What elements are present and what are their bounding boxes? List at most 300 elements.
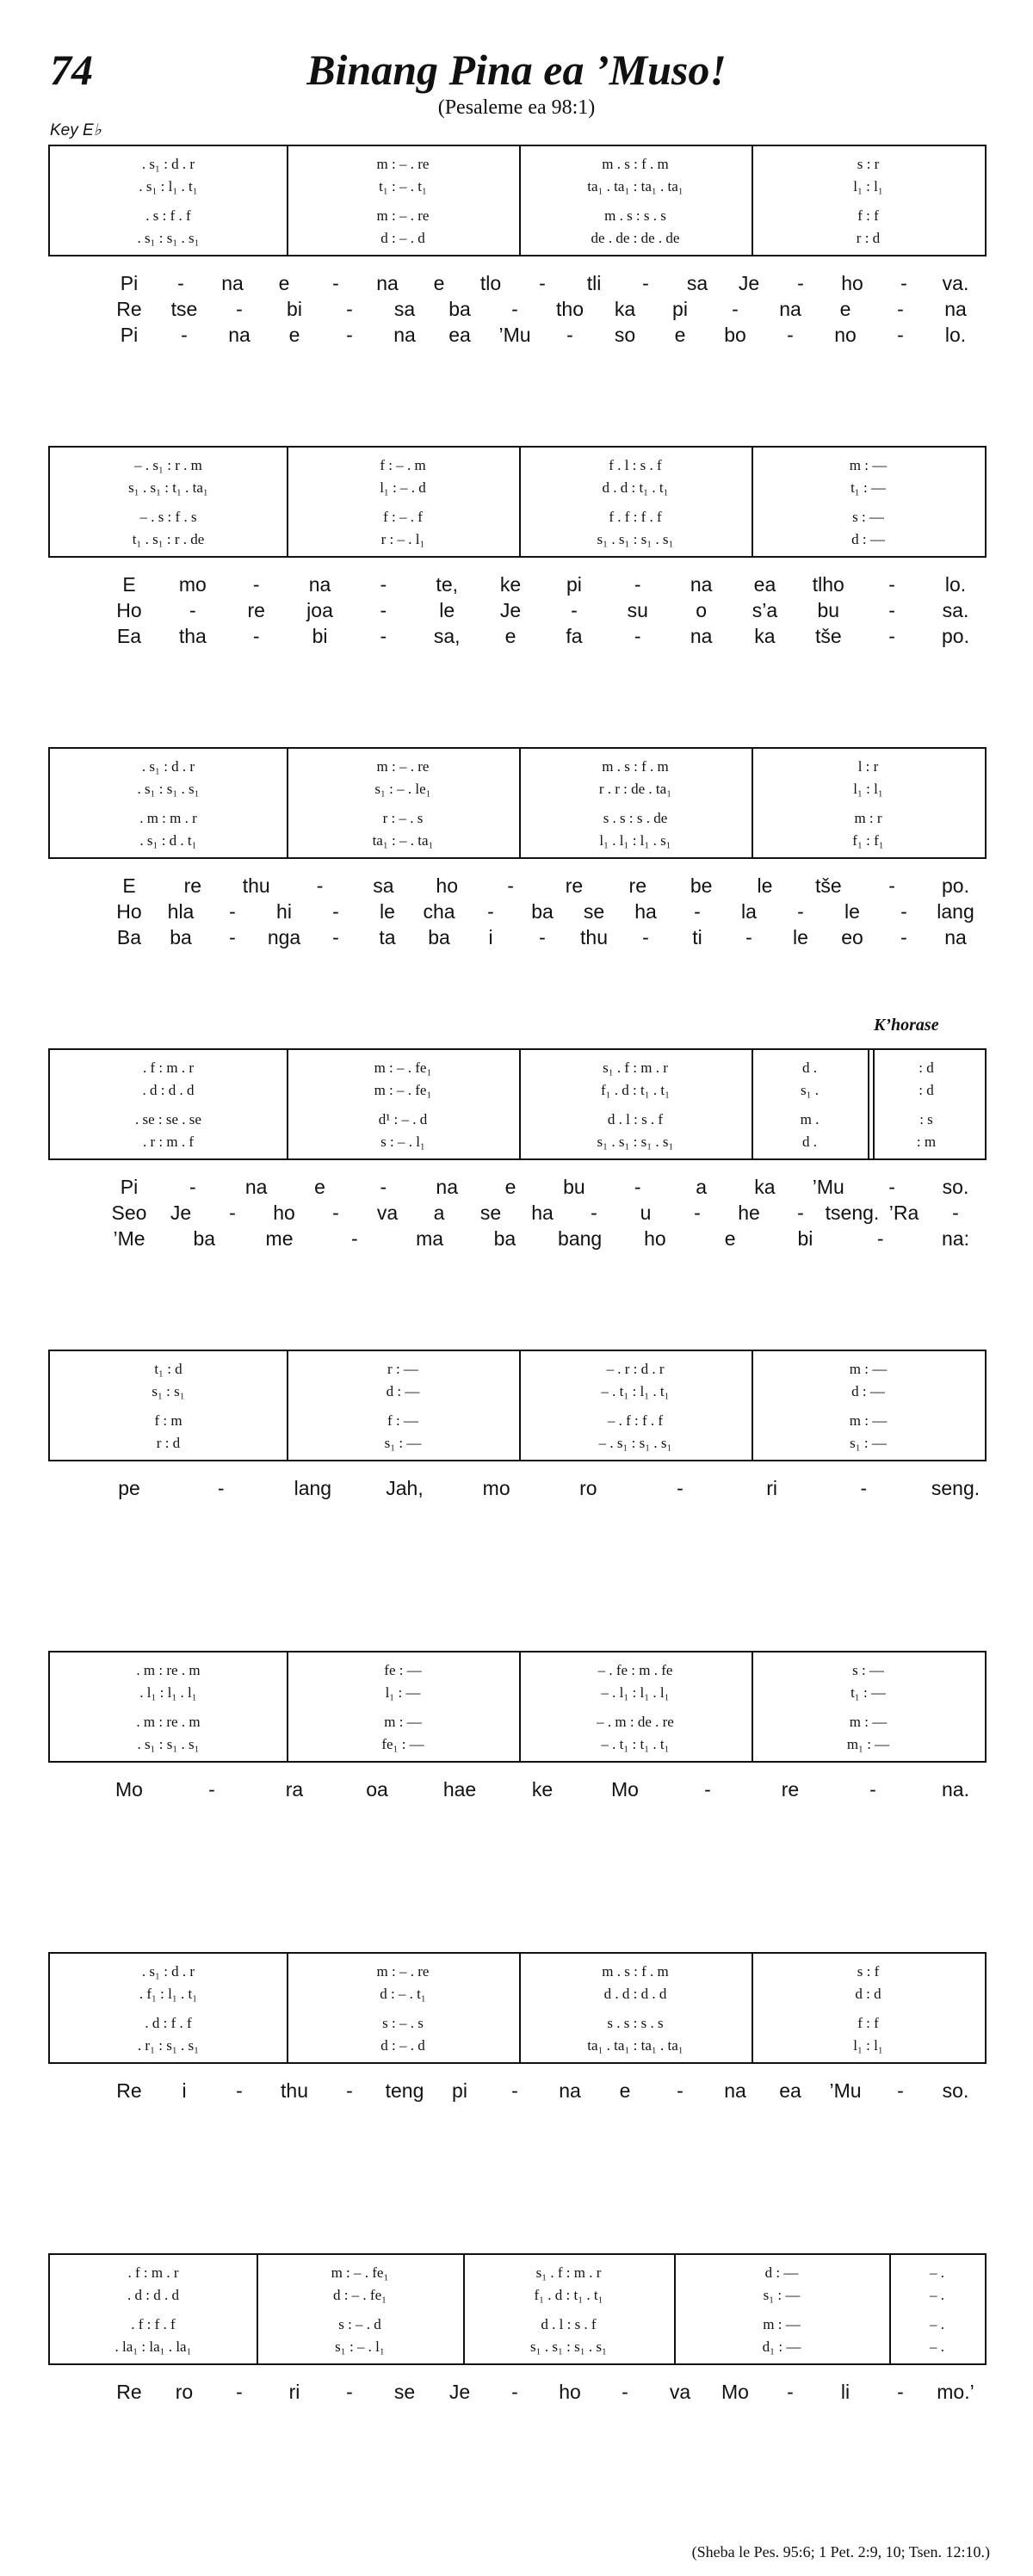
lyric-syllable: -	[332, 272, 339, 294]
solfa-cell: – .	[930, 2316, 944, 2332]
lyric-syllable: re	[565, 874, 584, 897]
lyric-syllable: -	[350, 1227, 358, 1250]
lyric-line	[0, 900, 1033, 926]
lyric-syllable: -	[897, 324, 904, 346]
solfa-cell: r : – . s	[382, 810, 424, 826]
solfa-cell: – . s : f . s	[139, 509, 197, 525]
lyric-syllable: Ea	[116, 625, 142, 647]
solfa-cell: fe₁ : —	[381, 1736, 424, 1752]
lyric-syllable: bi	[287, 298, 302, 320]
lyric-syllable: -	[229, 900, 236, 923]
lyric-syllable: -	[229, 926, 236, 948]
lyric-line	[0, 926, 1033, 952]
solfa-cell: . r : m . f	[142, 1134, 195, 1150]
solfa-cell: . f₁ : l₁ . t₁	[139, 1986, 198, 2002]
music-system	[48, 1048, 987, 1160]
solfa-cell: . f : m . r	[127, 2264, 179, 2281]
bar-line	[287, 1351, 288, 1460]
lyric-syllable: e	[504, 625, 516, 647]
lyric-syllable: Pi	[120, 272, 139, 294]
lyric-syllable: -	[566, 324, 573, 346]
lyric-syllable: na	[228, 324, 251, 346]
lyric-syllable: bi	[797, 1227, 813, 1250]
bar-line	[287, 1050, 288, 1158]
lyric-syllable: -	[797, 272, 804, 294]
scripture-reference: (Pesaleme ea 98:1)	[437, 96, 596, 119]
solfa-cell: m : —	[849, 1412, 888, 1429]
lyric-syllable: -	[876, 1227, 884, 1250]
lyric-syllable: sa	[686, 272, 708, 294]
solfa-cell: m : —	[384, 1714, 422, 1730]
lyric-syllable: he	[738, 1202, 760, 1224]
lyric-line	[0, 599, 1033, 625]
solfa-cell: – . t₁ : l₁ . t₁	[601, 1383, 670, 1399]
lyric-syllable: E	[122, 874, 136, 897]
solfa-cell: . s₁ : d . r	[141, 156, 195, 172]
lyric-syllable: -	[732, 298, 739, 320]
solfa-cell: – .	[930, 2338, 944, 2355]
solfa-cell: d .	[802, 1059, 817, 1076]
lyric-syllable: e	[433, 272, 445, 294]
solfa-cell: t₁ : d	[154, 1361, 182, 1377]
solfa-cell: f : m	[154, 1412, 182, 1429]
bar-line	[257, 2255, 258, 2363]
lyric-syllable: -	[511, 298, 518, 320]
lyric-syllable: -	[677, 2079, 684, 2102]
lyric-syllable: -	[380, 625, 387, 647]
lyric-syllable: na	[393, 324, 416, 346]
solfa-cell: d : —	[851, 1383, 885, 1399]
lyric-syllable: Ba	[116, 926, 142, 948]
solfa-cell: r : – . l₁	[380, 531, 425, 547]
solfa-cell: m : – . fe₁	[374, 1082, 432, 1098]
lyric-syllable: so.	[942, 2079, 969, 2102]
lyric-syllable: e	[619, 2079, 631, 2102]
solfa-cell: – .	[930, 2287, 944, 2303]
lyric-syllable: ba	[493, 1227, 516, 1250]
solfa-cell: d . d : t₁ . t₁	[602, 479, 669, 496]
lyric-syllable: na	[559, 2079, 581, 2102]
solfa-cell: m : —	[849, 1361, 888, 1377]
solfa-cell: . f : m . r	[142, 1059, 195, 1076]
lyric-syllable: po.	[942, 874, 969, 897]
lyric-syllable: ho	[273, 1202, 295, 1224]
lyric-syllable: a	[433, 1202, 445, 1224]
bar-line	[287, 1652, 288, 1761]
lyric-syllable: -	[591, 1202, 597, 1224]
solfa-cell: . s₁ : d . r	[141, 1963, 195, 1980]
solfa-cell: m : – . fe₁	[374, 1059, 432, 1076]
lyric-syllable: -	[622, 2381, 628, 2403]
solfa-cell: – . m : de . re	[597, 1714, 674, 1730]
lyric-syllable: re	[183, 874, 202, 897]
lyric-line	[0, 1778, 1033, 1804]
lyric-syllable: mo	[482, 1477, 510, 1499]
lyric-syllable: re	[247, 599, 265, 621]
lyric-line	[0, 1227, 1033, 1253]
lyric-syllable: ho	[644, 1227, 666, 1250]
lyric-syllable: -	[571, 599, 578, 621]
solfa-cell: m . s : f . m	[602, 1963, 669, 1980]
lyric-syllable: -	[634, 625, 641, 647]
lyric-syllable: sa,	[433, 625, 461, 647]
lyric-syllable: tlo	[479, 272, 502, 294]
lyric-syllable: tše	[814, 874, 842, 897]
lyric-syllable: bi	[312, 625, 328, 647]
lyric-syllable: -	[897, 2381, 904, 2403]
solfa-cell: t₁ : – . t₁	[379, 178, 427, 195]
lyric-syllable: Mo	[115, 1778, 143, 1801]
solfa-cell: d : —	[764, 2264, 799, 2281]
solfa-cell: r . r : de . ta₁	[598, 781, 672, 797]
lyric-syllable: -	[346, 2079, 353, 2102]
bar-line	[519, 448, 521, 556]
lyric-syllable: na	[724, 2079, 746, 2102]
solfa-cell: . d : d . d	[127, 2287, 179, 2303]
solfa-cell: s . s : s . s	[607, 2015, 664, 2031]
lyric-syllable: -	[507, 874, 514, 897]
lyric-syllable: na:	[942, 1227, 969, 1250]
lyric-syllable: ’Mu	[812, 1176, 844, 1198]
lyric-syllable: -	[181, 324, 188, 346]
lyric-syllable: ti	[692, 926, 702, 948]
lyric-syllable: pi	[566, 573, 582, 596]
solfa-cell: – . f : f . f	[607, 1412, 664, 1429]
lyric-syllable: Jah,	[386, 1477, 424, 1499]
solfa-cell: l₁ . l₁ : l₁ . s₁	[599, 832, 671, 849]
lyric-syllable: bu	[563, 1176, 585, 1198]
bar-line	[752, 1351, 753, 1460]
lyric-syllable: -	[539, 272, 546, 294]
lyric-syllable: ka	[754, 1176, 776, 1198]
lyric-syllable: -	[189, 1176, 196, 1198]
lyric-syllable: na	[690, 625, 713, 647]
lyric-syllable: le	[380, 900, 395, 923]
lyric-syllable: -	[229, 1202, 236, 1224]
lyric-syllable: -	[236, 2381, 243, 2403]
lyric-syllable: eo	[841, 926, 863, 948]
lyric-syllable: Je	[499, 599, 522, 621]
solfa-cell: m .	[800, 1111, 820, 1127]
lyric-syllable: Seo	[111, 1202, 147, 1224]
solfa-cell: t₁ : —	[851, 479, 886, 496]
lyric-syllable: -	[888, 573, 895, 596]
lyric-syllable: pi	[672, 298, 688, 320]
solfa-cell: r : d	[156, 1435, 181, 1451]
solfa-cell: . s₁ : s₁ . s₁	[137, 781, 200, 797]
solfa-cell: t₁ : —	[851, 1684, 886, 1701]
lyric-syllable: Mo	[721, 2381, 749, 2403]
solfa-cell: d₁ : —	[762, 2338, 801, 2355]
lyric-syllable: na	[779, 298, 801, 320]
solfa-cell: m : —	[849, 1714, 888, 1730]
lyric-syllable: lang	[294, 1477, 332, 1499]
solfa-cell: . r₁ : s₁ . s₁	[137, 2037, 200, 2054]
bar-line	[752, 749, 753, 857]
lyric-syllable: -	[511, 2381, 518, 2403]
solfa-cell: . s₁ : s₁ . s₁	[137, 230, 200, 246]
lyric-syllable: ea	[448, 324, 471, 346]
lyric-syllable: i	[182, 2079, 187, 2102]
lyric-syllable: -	[208, 1778, 215, 1801]
lyric-syllable: na	[436, 1176, 459, 1198]
lyric-syllable: tseng.	[825, 1202, 880, 1224]
lyric-syllable: na.	[942, 1778, 969, 1801]
solfa-cell: – . l₁ : l₁ . l₁	[601, 1684, 670, 1701]
solfa-cell: m : – . re	[376, 1963, 430, 1980]
lyric-syllable: Ho	[116, 599, 142, 621]
music-system	[48, 1350, 987, 1461]
lyric-syllable: ta	[379, 926, 396, 948]
lyric-syllable: ri	[288, 2381, 300, 2403]
solfa-cell: ta₁ . ta₁ : ta₁ . ta₁	[587, 2037, 684, 2054]
lyric-syllable: pe	[118, 1477, 140, 1499]
lyric-syllable: Pi	[120, 324, 139, 346]
solfa-cell: l₁ : l₁	[853, 781, 883, 797]
lyric-syllable: sa	[373, 874, 394, 897]
lyric-syllable: u	[640, 1202, 652, 1224]
lyric-syllable: e	[504, 1176, 516, 1198]
solfa-cell: . s₁ : l₁ . t₁	[139, 178, 198, 195]
solfa-cell: : d	[919, 1059, 934, 1076]
solfa-cell: m : – . re	[376, 156, 430, 172]
lyric-syllable: e	[724, 1227, 736, 1250]
lyric-syllable: -	[888, 599, 895, 621]
solfa-cell: s₁ : —	[850, 1435, 887, 1451]
bar-line	[752, 1050, 753, 1158]
lyric-syllable: bo	[724, 324, 746, 346]
solfa-cell: m : —	[763, 2316, 801, 2332]
lyric-syllable: na	[690, 573, 713, 596]
lyric-syllable: -	[252, 573, 260, 596]
lyric-syllable: tho	[556, 298, 584, 320]
lyric-syllable: e	[839, 298, 851, 320]
solfa-cell: : s	[919, 1111, 933, 1127]
lyric-line	[0, 1202, 1033, 1227]
solfa-cell: – .	[930, 2264, 944, 2281]
bar-line	[752, 448, 753, 556]
bar-line	[752, 146, 753, 255]
lyric-syllable: se	[479, 1202, 502, 1224]
solfa-cell: ta₁ . ta₁ : ta₁ . ta₁	[587, 178, 684, 195]
lyric-syllable: pi	[452, 2079, 467, 2102]
solfa-cell: r : —	[387, 1361, 418, 1377]
lyric-line	[0, 625, 1033, 651]
lyric-syllable: tse	[170, 298, 198, 320]
lyric-line	[0, 573, 1033, 599]
lyric-syllable: ho	[559, 2381, 581, 2403]
solfa-cell: s : – . l₁	[380, 1134, 425, 1150]
lyric-syllable: -	[316, 874, 324, 897]
solfa-cell: d : – . fe₁	[332, 2287, 387, 2303]
lyric-syllable: ’Me	[113, 1227, 145, 1250]
lyric-syllable: va	[376, 1202, 399, 1224]
solfa-cell: f : – . m	[380, 457, 426, 473]
lyric-syllable: thu	[242, 874, 270, 897]
solfa-cell: t₁ . s₁ : r . de	[132, 531, 205, 547]
bar-line	[674, 2255, 676, 2363]
music-system	[48, 2253, 987, 2365]
solfa-cell: . m : re . m	[136, 1714, 201, 1730]
lyric-syllable: -	[634, 1176, 641, 1198]
solfa-cell: de . de : de . de	[591, 230, 680, 246]
solfa-cell: . la₁ : la₁ . la₁	[114, 2338, 192, 2355]
solfa-cell: s₁ : – . le₁	[374, 781, 431, 797]
solfa-cell: s : —	[852, 509, 884, 525]
lyric-syllable: -	[677, 1477, 684, 1499]
lyric-syllable: ke	[499, 573, 522, 596]
solfa-cell: f₁ . d : t₁ . t₁	[534, 2287, 603, 2303]
lyric-syllable: ba	[428, 926, 450, 948]
lyric-syllable: seng.	[931, 1477, 980, 1499]
lyric-syllable: -	[189, 599, 196, 621]
lyric-syllable: se	[583, 900, 605, 923]
bar-line	[287, 1954, 288, 2062]
lyric-syllable: -	[346, 324, 353, 346]
lyric-syllable: ea	[753, 573, 776, 596]
solfa-cell: l₁ : l₁	[853, 2037, 883, 2054]
lyric-syllable: -	[380, 1176, 387, 1198]
lyric-syllable: bu	[817, 599, 840, 621]
lyric-syllable: -	[900, 926, 907, 948]
solfa-cell: m : – . re	[376, 207, 430, 224]
solfa-cell: m : – . re	[376, 758, 430, 775]
lyric-syllable: fa	[566, 625, 583, 647]
lyric-line	[0, 1477, 1033, 1503]
lyric-syllable: s’a	[752, 599, 778, 621]
lyric-syllable: Je	[170, 1202, 192, 1224]
lyric-syllable: tlho	[812, 573, 844, 596]
lyric-syllable: -	[897, 2079, 904, 2102]
lyric-syllable: va.	[942, 272, 969, 294]
lyric-syllable: -	[332, 900, 339, 923]
lyric-syllable: i	[488, 926, 493, 948]
lyric-syllable: -	[787, 2381, 794, 2403]
lyric-syllable: le	[793, 926, 808, 948]
lyric-syllable: -	[888, 874, 895, 897]
solfa-cell: s₁ : s₁	[152, 1383, 185, 1399]
bar-line	[519, 1652, 521, 1761]
lyric-syllable: ro	[175, 2381, 194, 2403]
solfa-cell: . s₁ : s₁ . s₁	[137, 1736, 200, 1752]
solfa-cell: f₁ : f₁	[852, 832, 884, 849]
lyric-syllable: mo.’	[937, 2381, 974, 2403]
solfa-cell: m . s : f . m	[602, 156, 669, 172]
lyric-syllable: na	[944, 298, 967, 320]
lyric-syllable: -	[642, 926, 649, 948]
lyric-syllable: -	[346, 298, 353, 320]
music-system	[48, 145, 987, 256]
lyric-syllable: hla	[167, 900, 195, 923]
lyric-syllable: so.	[942, 1176, 969, 1198]
solfa-cell: s : f	[857, 1963, 880, 1980]
lyric-syllable: Je	[738, 272, 760, 294]
lyric-syllable: ba	[170, 926, 192, 948]
solfa-cell: – . s₁ : r . m	[134, 457, 202, 473]
solfa-cell: d . d : d . d	[603, 1986, 667, 2002]
solfa-cell: m . s : f . m	[602, 758, 669, 775]
lyric-syllable: lo.	[944, 324, 967, 346]
solfa-cell: – . s₁ : s₁ . s₁	[598, 1435, 672, 1451]
solfa-cell: . l₁ : l₁ . l₁	[139, 1684, 197, 1701]
lyric-syllable: ka	[754, 625, 776, 647]
lyric-syllable: Re	[116, 2381, 142, 2403]
lyric-syllable: thu	[281, 2079, 308, 2102]
lyric-syllable: ra	[285, 1778, 304, 1801]
lyric-syllable: ba	[531, 900, 554, 923]
lyric-syllable: hi	[276, 900, 292, 923]
lyric-syllable: -	[694, 900, 701, 923]
lyric-syllable: sa	[393, 298, 416, 320]
lyric-syllable: -	[900, 900, 907, 923]
lyric-syllable: -	[704, 1778, 711, 1801]
hymn-number: 74	[50, 46, 93, 94]
lyric-syllable: e	[674, 324, 686, 346]
bar-line	[519, 1050, 521, 1158]
lyric-syllable: re	[628, 874, 646, 897]
bar-line	[519, 1351, 521, 1460]
lyric-syllable: Je	[448, 2381, 471, 2403]
solfa-cell: . s₁ : d . t₁	[139, 832, 197, 849]
solfa-cell: d : —	[851, 531, 885, 547]
lyric-line	[0, 298, 1033, 324]
solfa-cell: l₁ : —	[385, 1684, 421, 1701]
lyric-syllable: tli	[586, 272, 602, 294]
solfa-cell: . d : d . d	[142, 1082, 195, 1098]
lyric-syllable: -	[177, 272, 184, 294]
solfa-cell: . f : f . f	[131, 2316, 176, 2332]
lyric-syllable: la	[741, 900, 757, 923]
bar-line	[889, 2255, 891, 2363]
lyric-syllable: re	[781, 1778, 800, 1801]
lyric-syllable: -	[888, 625, 895, 647]
lyric-syllable: -	[745, 926, 752, 948]
bar-line	[519, 1954, 521, 2062]
lyric-syllable: -	[797, 900, 804, 923]
lyric-syllable: -	[797, 1202, 804, 1224]
lyric-syllable: -	[217, 1477, 225, 1499]
solfa-cell: : m	[916, 1134, 937, 1150]
solfa-cell: – . t₁ : t₁ . t₁	[601, 1736, 670, 1752]
lyric-syllable: E	[122, 573, 136, 596]
bar-line	[868, 1050, 869, 1158]
lyric-syllable: e	[278, 272, 290, 294]
lyric-syllable: Mo	[611, 1778, 639, 1801]
lyric-syllable: -	[346, 2381, 353, 2403]
lyric-syllable: ha	[531, 1202, 554, 1224]
music-system	[48, 446, 987, 558]
solfa-cell: f . f : f . f	[609, 509, 662, 525]
solfa-cell: – . fe : m . fe	[597, 1662, 673, 1678]
lyric-syllable: Pi	[120, 1176, 139, 1198]
lyric-syllable: hae	[442, 1778, 477, 1801]
lyric-syllable: teng	[385, 2079, 424, 2102]
solfa-cell: f : f	[857, 2015, 879, 2031]
lyric-syllable: -	[236, 298, 243, 320]
solfa-cell: d¹ : – . d	[378, 1111, 428, 1127]
solfa-cell: s₁ . s₁ : s₁ . s₁	[597, 531, 674, 547]
solfa-cell: s₁ . f : m . r	[603, 1059, 668, 1076]
solfa-cell: d : d	[855, 1986, 881, 2002]
lyric-syllable: na	[221, 272, 244, 294]
solfa-cell: f : f	[857, 207, 879, 224]
lyric-syllable: e	[288, 324, 300, 346]
lyric-syllable: te,	[436, 573, 459, 596]
lyric-syllable: bang	[558, 1227, 603, 1250]
solfa-cell: s₁ . f : m . r	[535, 2264, 602, 2281]
lyric-syllable: ka	[614, 298, 636, 320]
lyric-syllable: ma	[416, 1227, 444, 1250]
